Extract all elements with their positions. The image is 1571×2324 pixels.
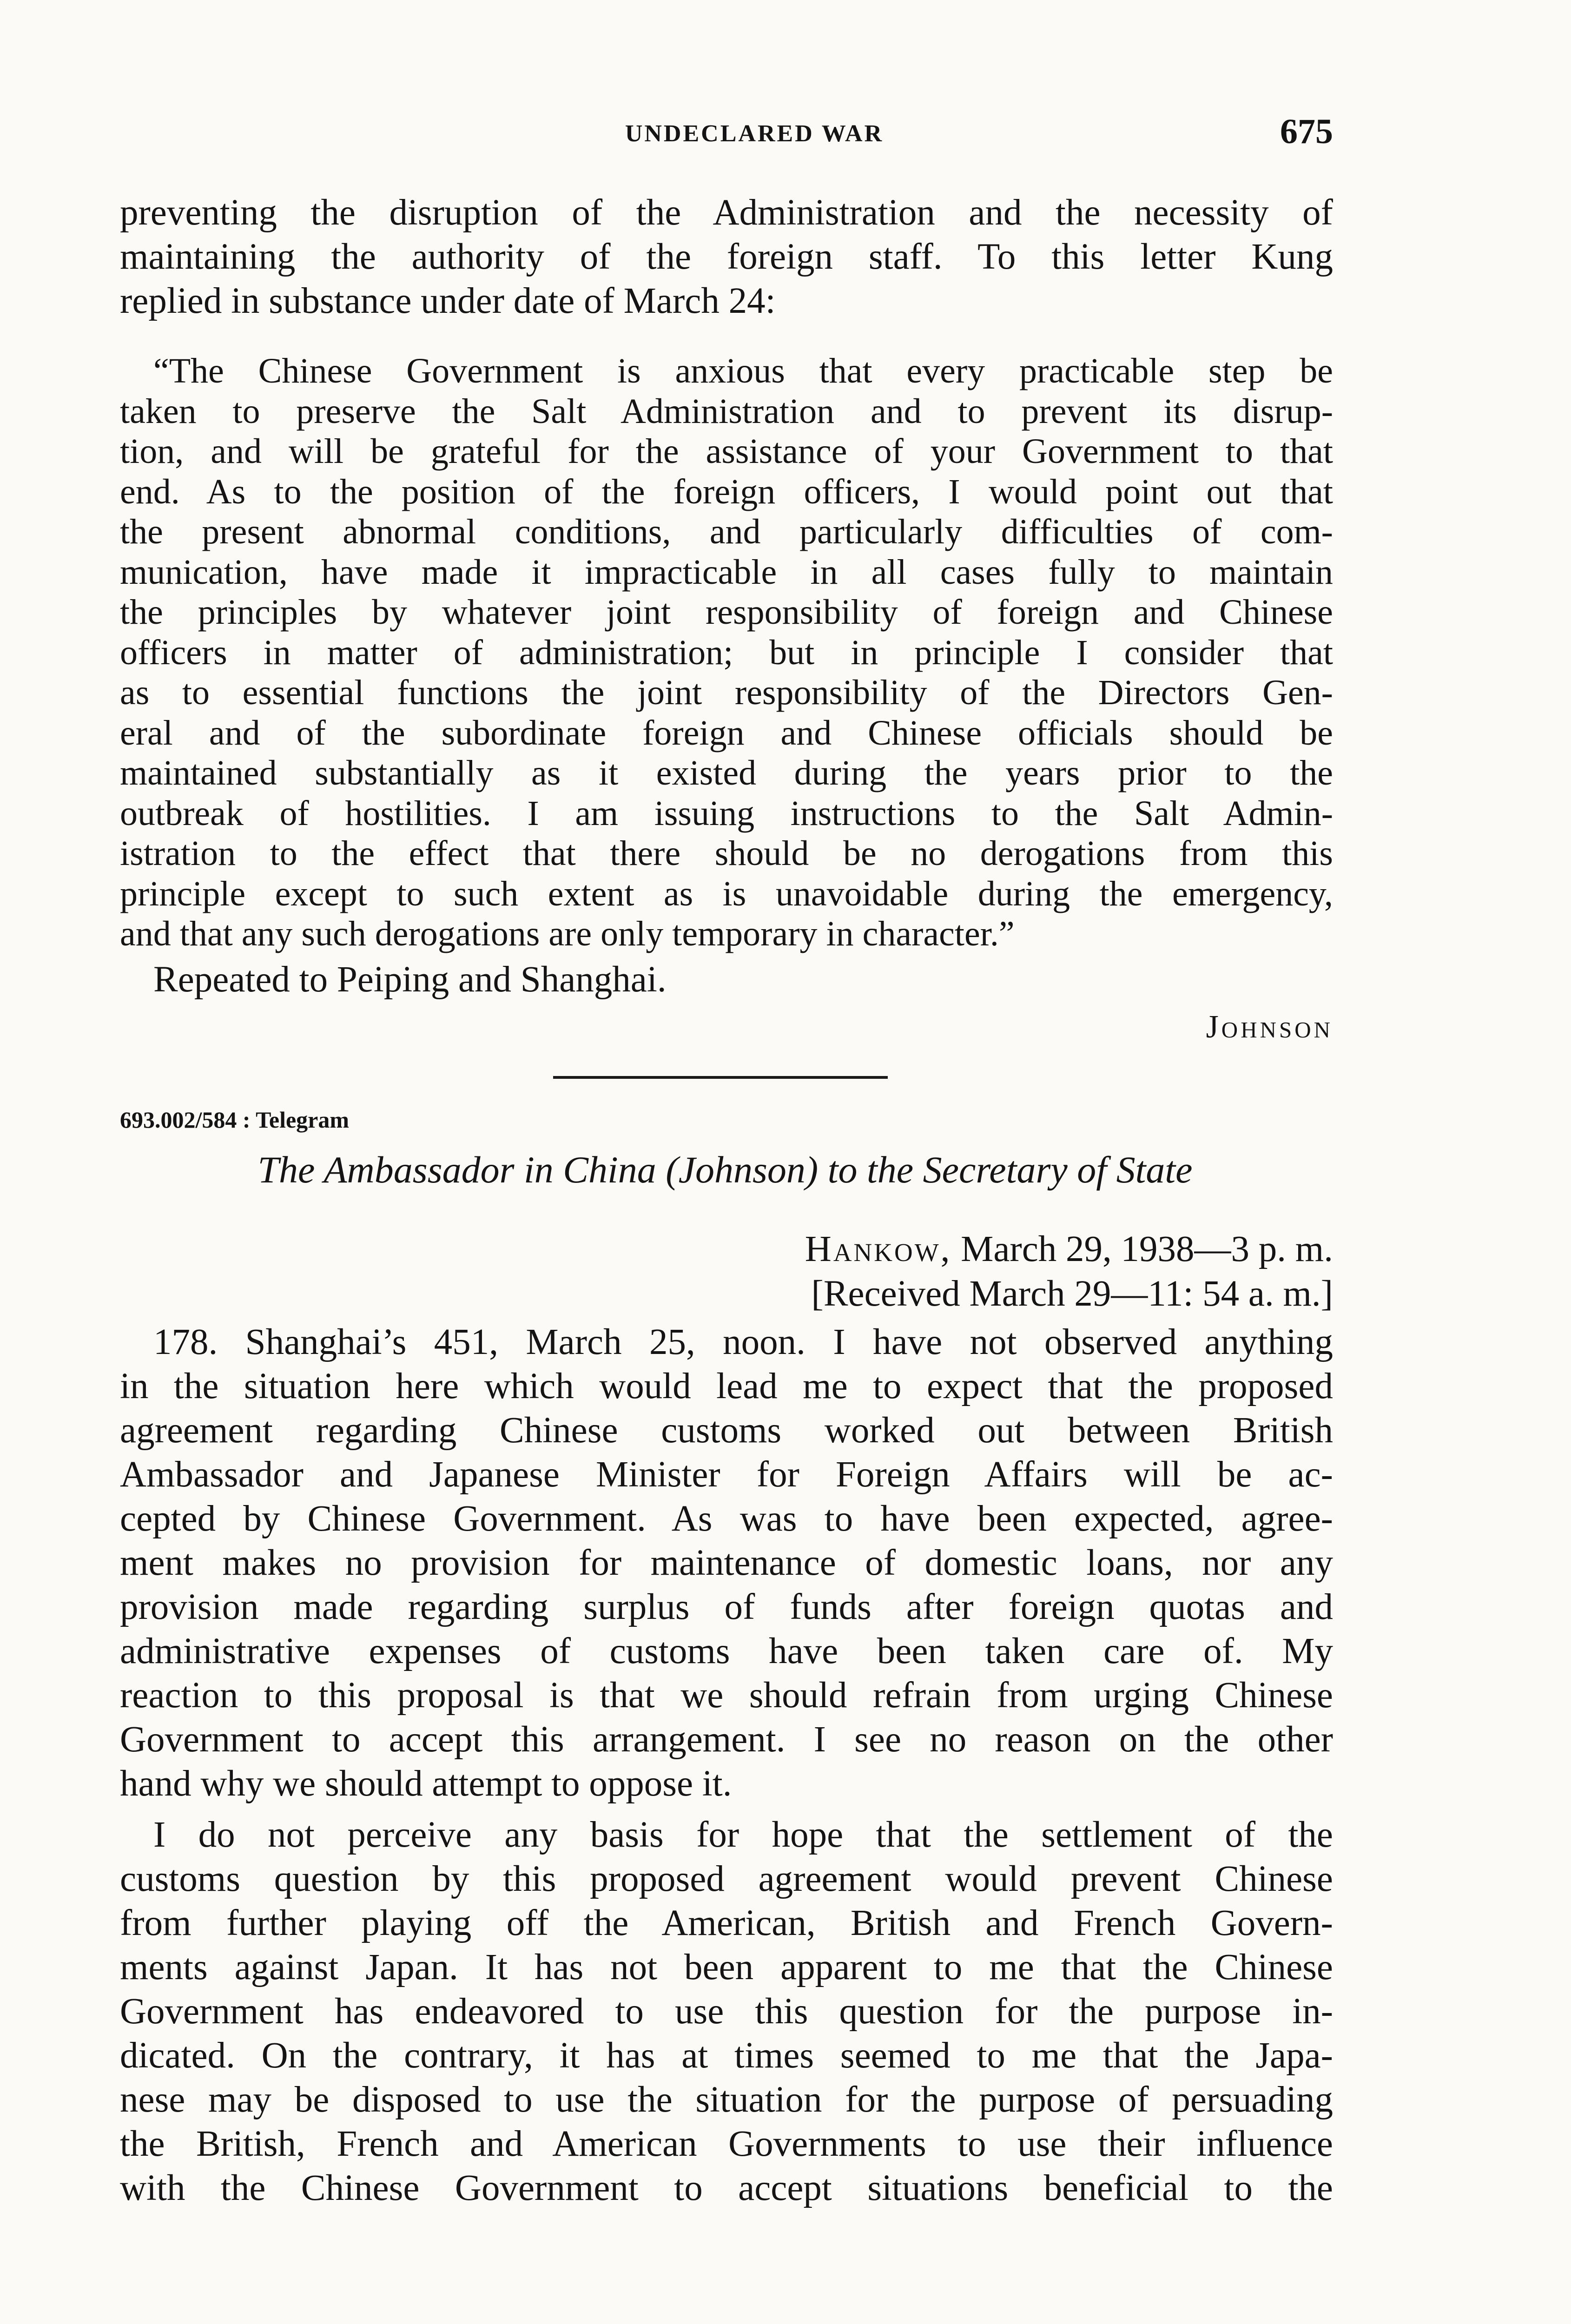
text-line: “The Chinese Government is anxious that every practicable step be <box>153 351 1333 390</box>
running-head <box>120 112 1333 163</box>
text-line: istration to the effect that there should be no derogations from this <box>120 834 1333 873</box>
dateline-place-date <box>805 1227 1333 1272</box>
text-line: as to essential functions the joint responsibility of the Directors Gen- <box>120 673 1333 712</box>
telegram-paragraph-perceive <box>120 1813 1333 2210</box>
text-line: the principles by whatever joint responsibility of foreign and Chinese <box>120 593 1333 632</box>
text-line: reaction to this proposal is that we should refrain from urging Chinese <box>120 1675 1333 1716</box>
text-line: in the situation here which would lead me to expect that the proposed <box>120 1366 1333 1406</box>
dateline-received: [Received March 29—11: 54 a. m.] <box>811 1274 1333 1314</box>
text-line: nese may be disposed to use the situation for the purpose of persuading <box>120 2080 1333 2120</box>
text-line: I do not perceive any basis for hope that the settlement of the <box>153 1815 1333 1855</box>
text-line: provision made regarding surplus of funds after foreign quotas and <box>120 1587 1333 1627</box>
text-line: ments against Japan. It has not been apparent to me that the Chinese <box>120 1947 1333 1987</box>
text-line: Government has endeavored to use this question for the purpose in- <box>120 1991 1333 2032</box>
text-line: tion, and will be grateful for the assistance of your Government to that <box>120 432 1333 471</box>
text-line: maintained substantially as it existed during the years prior to the <box>120 753 1333 792</box>
text-line: principle except to such extent as is unavoidable during the emergency, <box>120 874 1333 913</box>
text-line: dicated. On the contrary, it has at times seemed to me that the Japa- <box>120 2035 1333 2076</box>
text-line: replied in substance under date of March 24: <box>120 281 776 321</box>
text-line: end. As to the position of the foreign officers, I would point out that <box>120 472 1333 511</box>
text-line: customs question by this proposed agreement would prevent Chinese <box>120 1859 1333 1899</box>
intro-paragraph <box>120 191 1333 323</box>
text-line: taken to preserve the Salt Administration and to prevent its disrup- <box>120 391 1333 431</box>
text-line: 178. Shanghai’s 451, March 25, noon. I have not observed anything <box>153 1322 1333 1362</box>
dateline <box>805 1227 1333 1316</box>
text-line: the present abnormal conditions, and particularly difficulties of com- <box>120 512 1333 551</box>
text-line: officers in matter of administration; but in principle I consider that <box>120 633 1333 672</box>
text-line: Repeated to Peiping and Shanghai. <box>153 959 667 1000</box>
document-heading: The Ambassador in China (Johnson) to the Secretary of State <box>257 1149 1193 1191</box>
file-reference: 693.002/584 : Telegram <box>120 1107 350 1133</box>
telegram-paragraph-178 <box>120 1320 1333 1806</box>
text-line: from further playing off the American, British and French Govern- <box>120 1903 1333 1943</box>
page-number: 675 <box>1280 112 1333 151</box>
signature-johnson: Johnson <box>1206 1009 1333 1045</box>
section-divider <box>553 1076 888 1079</box>
quoted-reply <box>120 351 1333 954</box>
dateline-date: March 29, 1938—3 p. m. <box>961 1229 1333 1269</box>
text-line: maintaining the authority of the foreign staff. To this letter Kung <box>120 237 1333 277</box>
text-line: and that any such derogations are only temporary in character.” <box>120 914 1015 953</box>
text-line: with the Chinese Government to accept situations beneficial to the <box>120 2168 1333 2208</box>
repeated-note <box>153 957 1366 1002</box>
text-line: cepted by Chinese Government. As was to have been expected, agree- <box>120 1499 1333 1539</box>
text-line: administrative expenses of customs have been taken care of. My <box>120 1631 1333 1671</box>
text-line: Government to accept this arrangement. I see no reason on the other <box>120 1719 1333 1760</box>
running-head-title: UNDECLARED WAR <box>625 120 884 147</box>
text-line: the British, French and American Governments to use their influence <box>120 2124 1333 2164</box>
text-line: agreement regarding Chinese customs worked out between British <box>120 1410 1333 1451</box>
text-line: Ambassador and Japanese Minister for Foreign Affairs will be ac- <box>120 1454 1333 1495</box>
text-line: outbreak of hostilities. I am issuing instructions to the Salt Admin- <box>120 793 1333 833</box>
text-line: ment makes no provision for maintenance of domestic loans, nor any <box>120 1543 1333 1583</box>
text-line: munication, have made it impracticable in all cases fully to maintain <box>120 552 1333 592</box>
text-line: hand why we should attempt to oppose it. <box>120 1763 732 1804</box>
text-line: preventing the disruption of the Administration and the necessity of <box>120 192 1333 233</box>
text-line: eral and of the subordinate foreign and Chinese officials should be <box>120 713 1333 753</box>
dateline-place: Hankow, <box>805 1229 952 1269</box>
